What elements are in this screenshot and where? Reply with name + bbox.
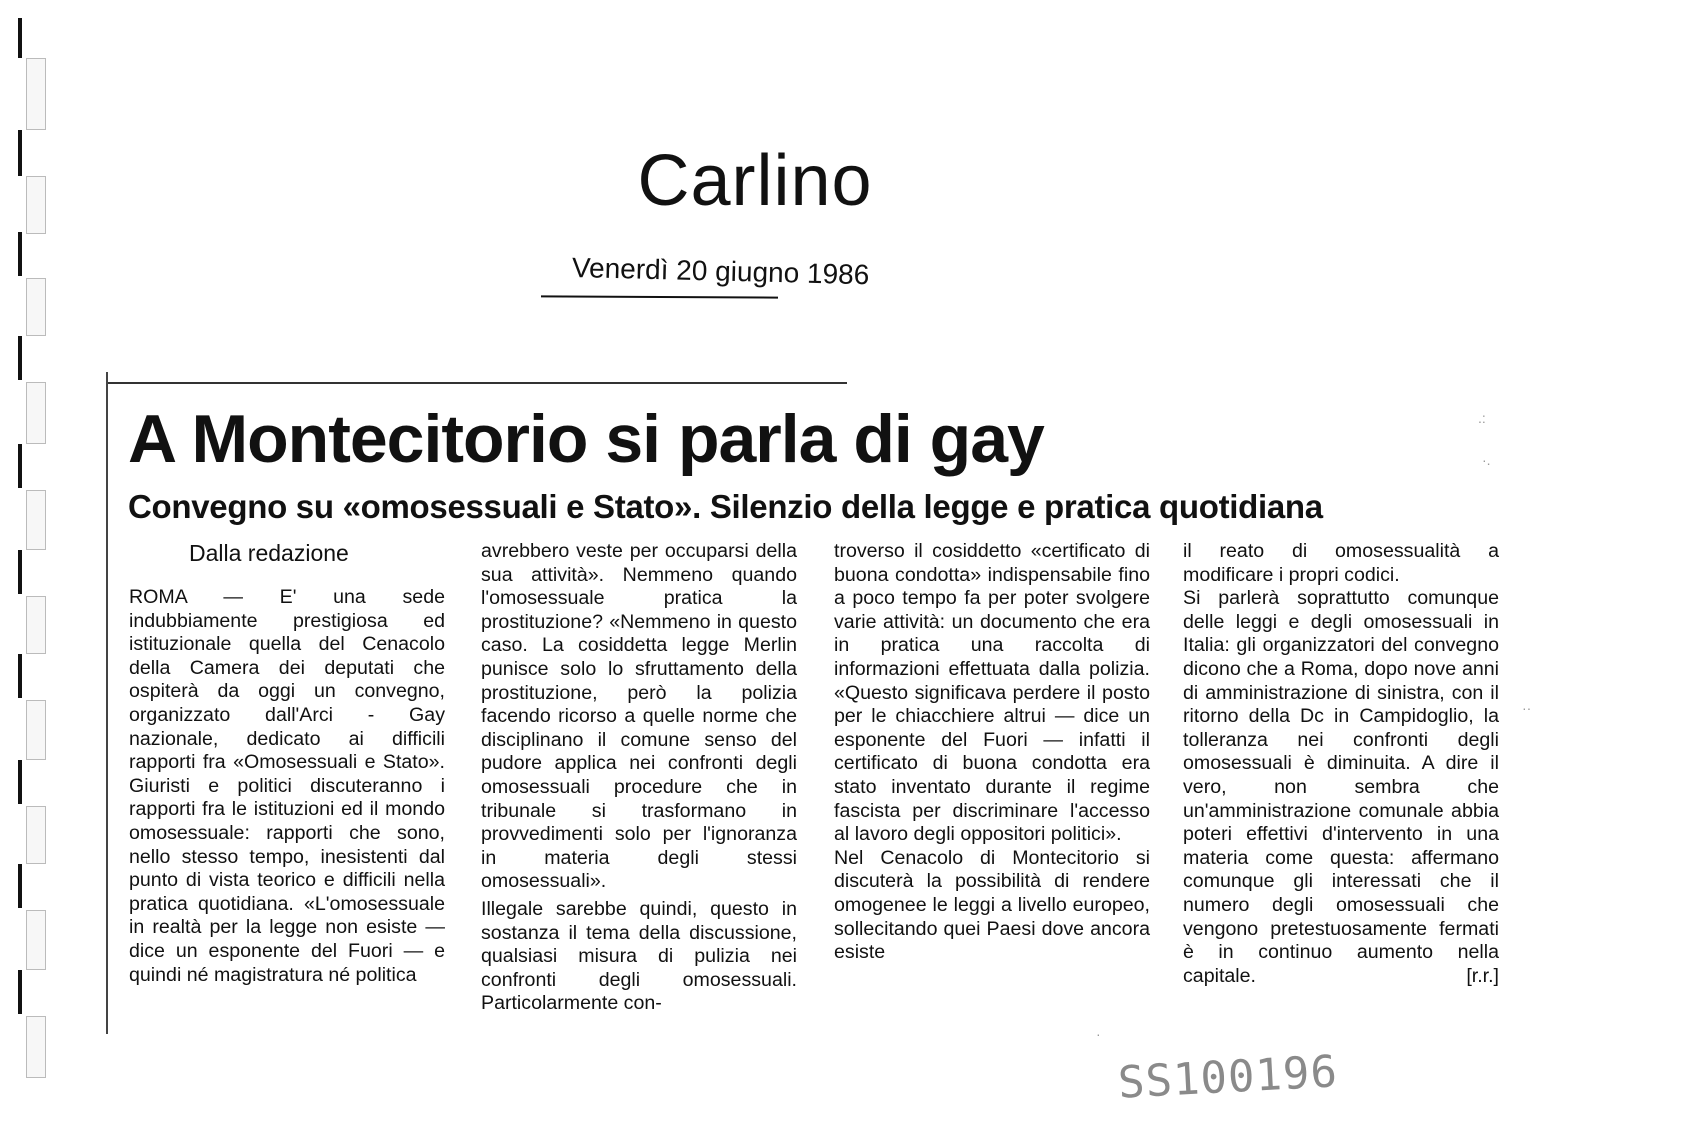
column-paragraph: avrebbero veste per occuparsi della sua attività». Nemmeno quando l'omosessuale pratica la prostituzione? «Nemmeno in questo caso. La cosiddetta legge Merlin punisce solo lo sfruttamento della prostituzione, però la polizia facendo ricorso a quelle norme che disciplinano il comune senso del pudore applica nei confronti degli omosessuali procedure che in tribunale si trasformano in provvedimenti solo per l'ignoranza in materia degli stessi omosessuali».	[481, 540, 797, 893]
handwritten-archive-number: SS100196	[1116, 1046, 1340, 1109]
column-paragraph: Nel Cenacolo di Montecitorio si discuterà la possibilità di rendere omogenee le leggi a livello europeo, sollecitando quei Paesi dove ancora esiste	[834, 846, 1150, 964]
column-paragraph: ROMA — E' una sede indubbiamente prestigiosa ed istituzionale quella del Cenacolo della Camera dei deputati che ospiterà da oggi un convegno, organizzato dall'Arci - Gay nazionale, dedicato ai difficili rapporti fra «Omosessuali e Stato». Giuristi e politici discuteranno i rapporti fra le istituzioni ed il mondo omosessuale: rapporti che sono, nello stesso tempo, inesistenti dal punto di vista teorico e difficili nella pratica quotidiana. «L'omosessuale in realtà per la legge non esiste — dice un esponente del Fuori — e quindi né magistratura né politica	[129, 586, 445, 986]
article-column-4	[1183, 540, 1499, 989]
column-paragraph: Illegale sarebbe quindi, questo in sostanza il tema della discussione, qualsiasi misura di pulizia nei confronti degli omosessuali. Particolarmente con-	[481, 897, 797, 1015]
column-paragraph: il reato di omosessualità a modificare i propri codici.	[1183, 540, 1499, 586]
column-paragraph: Si parlerà soprattutto comunque delle leggi e degli omosessuali in Italia: gli organizzatori del convegno dicono che a Roma, dopo nove anni di amministrazione di sinistra, con il ritorno della Dc in Campidoglio, la tolleranza nei confronti degli omosessuali è diminuita. A dire il vero, non sembra che un'amministrazione comunale abbia poteri effettivi d'intervento in una materia come questa: affermano comunque gli interessati che il numero degli omosessuali che vengono pretestuosamente fermati è in continuo aumento nella capitale.	[1183, 587, 1499, 987]
scan-speck: ··	[1522, 700, 1532, 716]
article-headline: A Montecitorio si parla di gay	[128, 401, 1044, 477]
publication-date: Venerdì 20 giugno 1986	[571, 252, 870, 291]
date-underline	[541, 295, 778, 298]
article-byline: Dalla redazione	[189, 540, 349, 566]
article-column-2	[481, 540, 797, 1016]
article-signature: [r.r.]	[1466, 965, 1499, 988]
column-paragraph: troverso il cosiddetto «certificato di buona condotta» indispensabile fino a poco tempo fa per poter svolgere varie attività: un documento che era in pratica una raccolta di informazioni effettuata dalla polizia. «Questo significava perdere il posto per le chiacchiere altrui — dice un esponente del Fuori — infatti il certificato di buona condotta era stato inventato durante il regime fascista per discriminare l'accesso al lavoro degli oppositori politici».	[834, 540, 1150, 846]
article-top-rule	[107, 382, 847, 384]
article-subheadline: Convegno su «omosessuali e Stato». Silenzio della legge e pratica quotidiana	[128, 488, 1323, 525]
binder-strip	[14, 18, 40, 1118]
scan-speck: ·.	[1482, 452, 1491, 468]
scan-speck: .:	[1478, 410, 1486, 426]
scan-speck: ·	[1096, 1026, 1101, 1042]
newspaper-masthead: Carlino	[637, 141, 873, 221]
article-column-1	[129, 586, 445, 987]
article-left-rule	[106, 372, 108, 1034]
article-column-3	[834, 540, 1150, 965]
